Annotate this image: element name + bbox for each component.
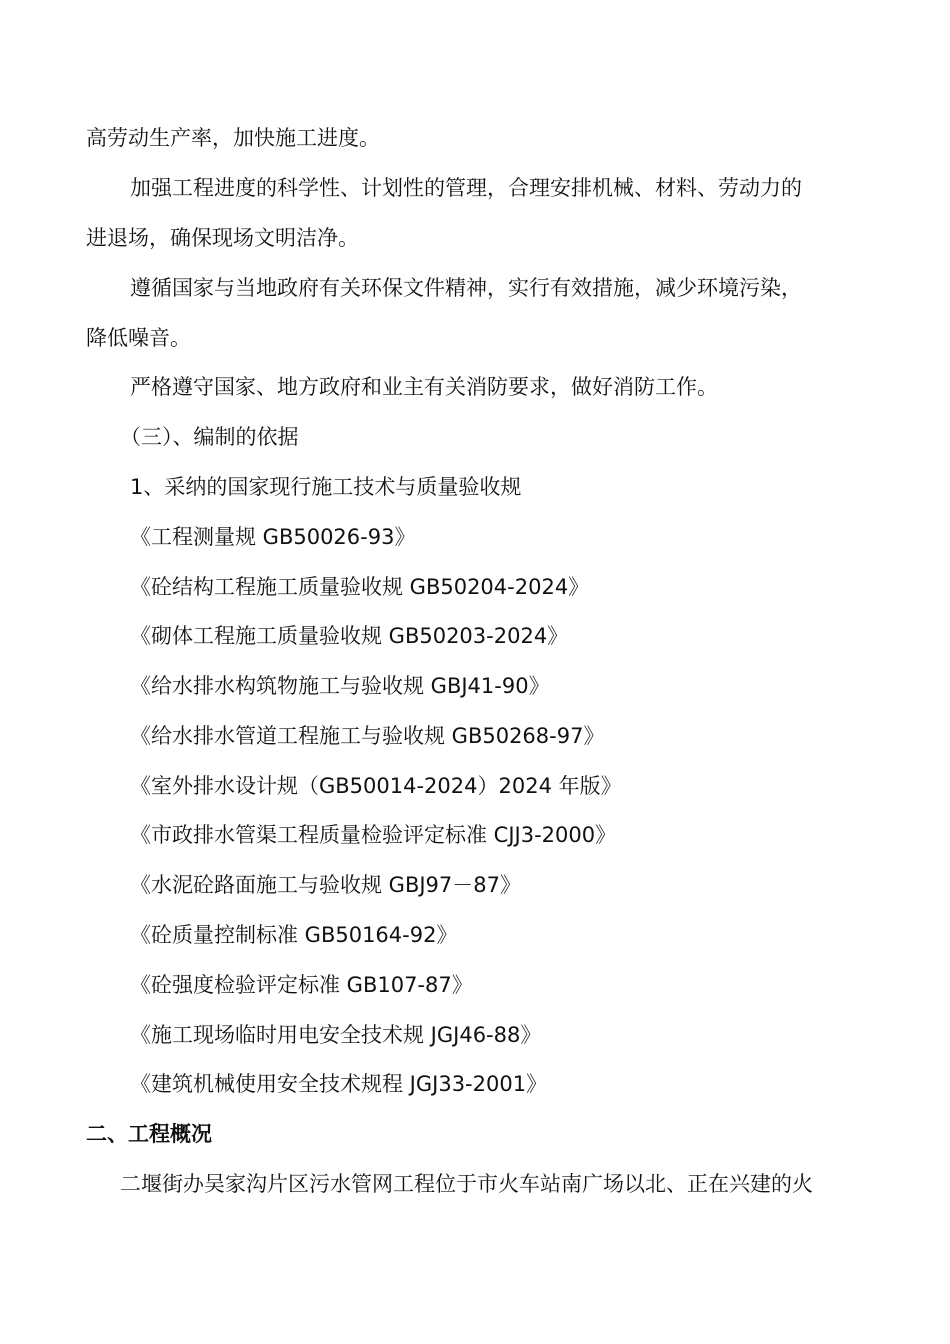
- paragraph-line-3: 进退场，确保现场文明洁净。: [86, 226, 359, 250]
- paragraph-line-5: 降低噪音。: [86, 326, 191, 350]
- paragraph-line-2: 加强工程进度的科学性、计划性的管理，合理安排机械、材料、劳动力的: [130, 176, 802, 200]
- standard-item: 《砼质量控制标准 GB50164-92》: [130, 923, 458, 947]
- paragraph-line-6: 严格遵守国家、地方政府和业主有关消防要求，做好消防工作。: [130, 375, 718, 399]
- section-subheading: （三）、编制的依据: [120, 425, 299, 449]
- paragraph-line-1: 高劳动生产率，加快施工进度。: [86, 126, 380, 150]
- standard-item: 《市政排水管渠工程质量检验评定标准 CJJ3-2000》: [130, 823, 617, 847]
- standard-item: 《施工现场临时用电安全技术规 JGJ46-88》: [130, 1023, 542, 1047]
- standard-item: 《砼强度检验评定标准 GB107-87》: [130, 973, 473, 997]
- standard-item: 《室外排水设计规（GB50014-2024）2024 年版》: [130, 774, 622, 798]
- standard-item: 《工程测量规 GB50026-93》: [130, 525, 416, 549]
- section-heading: 二、工程概况: [86, 1122, 212, 1146]
- paragraph-line-last: 二堰街办吴家沟片区污水管网工程位于市火车站南广场以北、正在兴建的火: [120, 1172, 813, 1196]
- standard-item: 《建筑机械使用安全技术规程 JGJ33-2001》: [130, 1072, 548, 1096]
- standard-item: 《给水排水管道工程施工与验收规 GB50268-97》: [130, 724, 605, 748]
- standard-item: 《水泥砼路面施工与验收规 GBJ97－87》: [130, 873, 521, 897]
- list-heading: 1、采纳的国家现行施工技术与质量验收规: [130, 475, 522, 499]
- standard-item: 《砌体工程施工质量验收规 GB50203-2024》: [130, 624, 569, 648]
- standard-item: 《给水排水构筑物施工与验收规 GBJ41-90》: [130, 674, 550, 698]
- paragraph-line-4: 遵循国家与当地政府有关环保文件精神，实行有效措施，减少环境污染，: [130, 276, 802, 300]
- standard-item: 《砼结构工程施工质量验收规 GB50204-2024》: [130, 575, 590, 599]
